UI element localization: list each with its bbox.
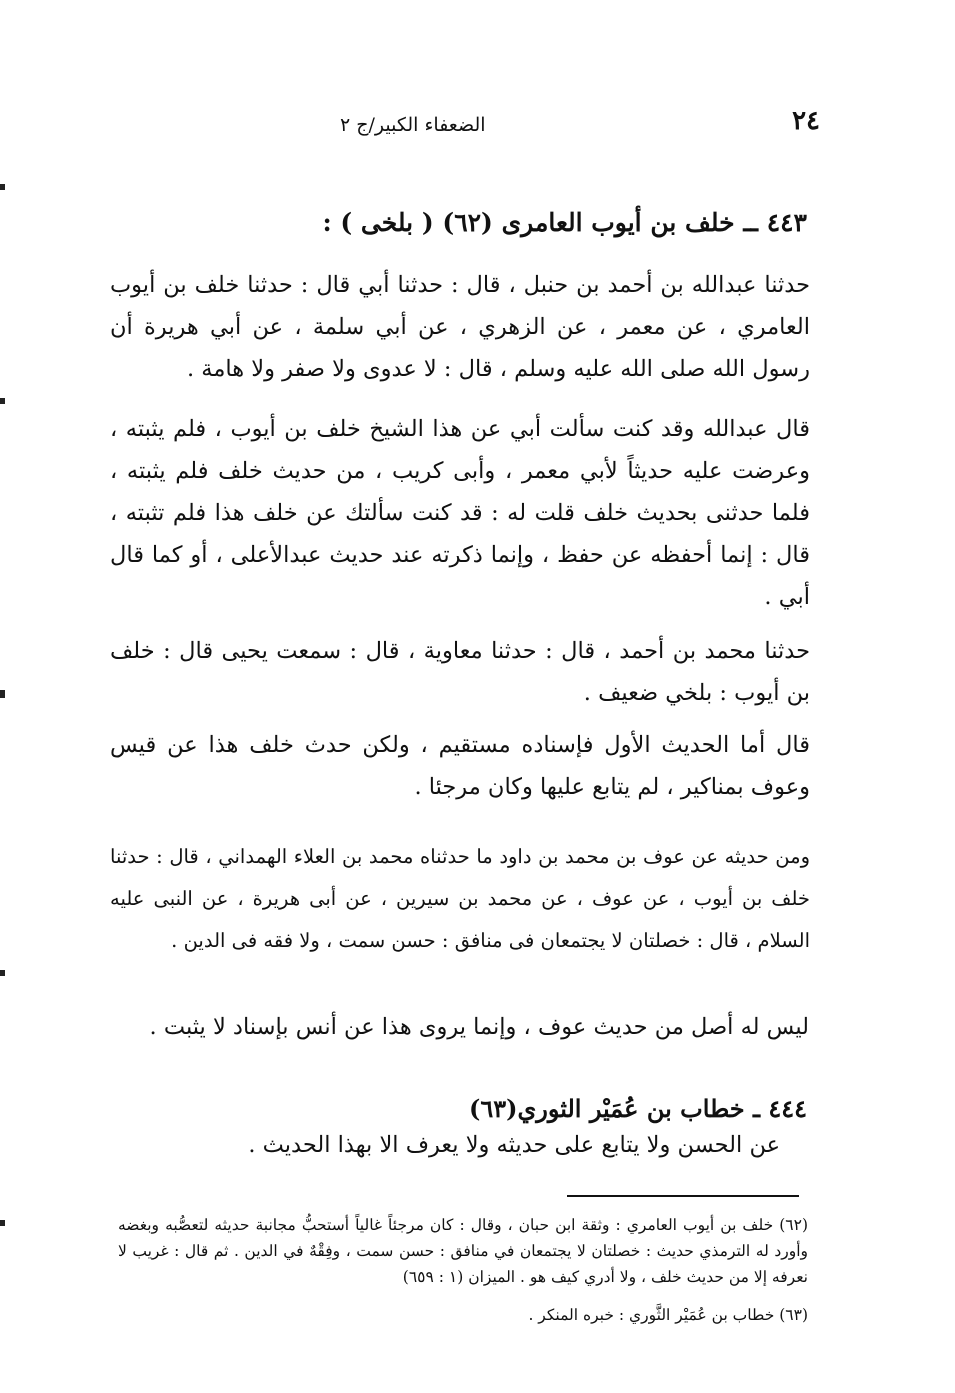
entry-443-paragraph-1: حدثنا عبدالله بن أحمد بن حنبل ، قال : حدثنا أبي قال : حدثنا خلف بن أيوب العامري ، عن معمر ، عن الزهري ، عن أبي سلمة ، عن أبي هريرة أن رسول الله صلى الله عليه وسلم ، قال : لا عدوى ولا صفر ولا هامة . xyxy=(110,272,810,382)
entry-443-paragraph-4: قال أما الحديث الأول فإسناده مستقيم ، ولكن حدث خلف هذا عن قيس وعوف بمناكير ، لم يتابع عليها وكان مرجئا . xyxy=(110,732,810,800)
page-number: ٢٤ xyxy=(792,106,820,136)
page-header xyxy=(340,106,820,142)
scan-edge-mark xyxy=(0,970,5,976)
entry-443-paragraph-3: حدثنا محمد بن أحمد ، قال : حدثنا معاوية ، قال : سمعت يحيى قال : خلف بن أيوب : بلخي ضعيف . xyxy=(110,638,810,706)
entry-444-paragraph-1: عن الحسن ولا يتابع على حديثه ولا يعرف الا بهذا الحديث . xyxy=(248,1132,780,1158)
running-title: الضعفاء الكبير/ج ٢ xyxy=(340,114,486,136)
entry-443-paragraph-2: قال عبدالله وقد كنت سألت أبي عن هذا الشيخ خلف بن أيوب ، فلم يثبته ، وعرضت عليه حديثاً لأبي معمر ، وأبى كريب ، من حديث خلف فلم يثبته ، فلما حدثنى بحديث خلف قلت له : قد كنت سألتك عن خلف هذا فلم تثبته ، قال : إنما أحفظه عن حفظ ، وإنما ذكرته عند حديث عبدالأعلى ، أو كما قال أبي . xyxy=(110,416,810,610)
footnote-separator xyxy=(567,1195,799,1197)
entry-443-paragraph-6: ليس له أصل من حديث عوف ، وإنما يروى هذا عن أنس بإسناد لا يثبت . xyxy=(149,1014,809,1040)
scan-edge-mark xyxy=(0,398,5,404)
scan-edge-mark xyxy=(0,690,5,698)
entry-443-paragraph-5: ومن حديثه عن عوف بن محمد بن داود ما حدثناه محمد بن العلاء الهمداني ، قال : حدثنا خلف بن أيوب ، عن عوف ، عن محمد بن سيرين ، عن أبى هريرة ، عن النبى عليه السلام ، قال : خصلتان لا يجتمعان فى منافق : حسن سمت ، ولا فقه فى الدين . xyxy=(110,845,810,952)
scan-edge-mark xyxy=(0,184,5,190)
footnote-62: (٦٢) خلف بن أيوب العامري : وثقة ابن حبان ، وقال : كان مرجئاً غالياً أستحبُّ مجانبة حديثه لتعصُّبه وبغضه وأورد له الترمذي حديث : خصلتان لا يجتمعان في منافق : حسن سمت ، وفِقْهٌ في الدين . ثم قال : غريب لا نعرفه إلا من حديث خلف ، ولا أدري كيف هو . الميزان (١ : ٦٥٩) xyxy=(118,1216,808,1286)
footnote-63: (٦٣) خطاب بن عُمَيْر الثَّوري : خبره المنكر . xyxy=(528,1306,808,1324)
scan-edge-mark xyxy=(0,1220,5,1226)
entry-443-title: ٤٤٣ ــ خلف بن أيوب العامرى (٦٢) ( بلخى ) : xyxy=(322,208,807,237)
entry-444-title: ٤٤٤ ـ خطاب بن عُمَيْر الثوري(٦٣) xyxy=(468,1094,807,1123)
